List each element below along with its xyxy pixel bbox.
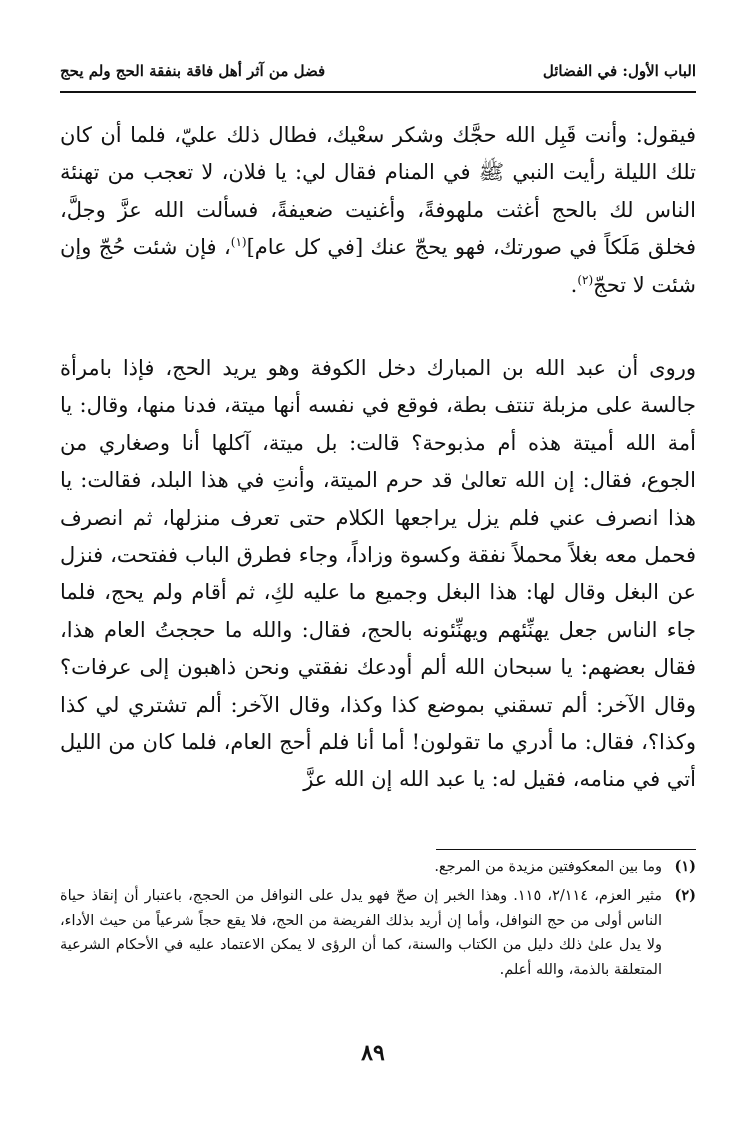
- footnote-ref-2: (٢): [577, 272, 594, 287]
- paragraph-1-end: .: [570, 272, 578, 297]
- paragraph-2: وروى أن عبد الله بن المبارك دخل الكوفة وهو يريد الحج، فإذا بامرأة جالسة على مزبلة تنتف بطة، فوقع في نفسه أنها ميتة، فدنا منها، وقال: يا أمة الله أميتة هذه أم مذبوحة؟ قالت: بل ميتة، آكلها أنا وصغاري من الجوع، فقال: إن الله تعالىٰ قد حرم الميتة، وأنتِ في هذا البلد، فقالت: يا هذا انصرف عني فلم يزل يراجعها الكلام حتى تعرف منزلها، ثم انصرف فحمل معه بغلاً محملاً نفقة وكسوة وزاداً، وجاء فطرق الباب ففتحت، فنزل عن البغل وقال لها: هذا البغل وجميع ما عليه لكِ، ثم أقام ولم يحج، فلما جاء الناس جعل يهنِّئهم ويهنِّئونه بالحج، فقال: والله ما حججتُ العام هذا، فقال بعضهم: يا سبحان الله ألم أودعك نفقتي ونحن ذاهبون إلى عرفات؟ وقال الآخر: ألم تسقني بموضع كذا وكذا، وقال الآخر: ألم تشتري لي كذا وكذا؟، فقال: ما أدري ما تقولون! أما أنا فلم أحج العام، فلما كان من الليل أتي في منامه، فقيل له: يا عبد الله إن الله عزَّ: [60, 356, 696, 792]
- footnote-number: (١): [674, 858, 696, 875]
- footnote-ref-1: (١): [230, 235, 247, 250]
- page-number: ٨٩: [361, 1040, 385, 1066]
- footnote-text: وما بين المعكوفتين مزيدة من المرجع.: [434, 859, 662, 875]
- paragraph-1-text: فيقول: وأنت قَبِل الله حجَّك وشكر سعْيك، فطال ذلك عليّ، فلما أن كان تلك الليلة رأيت النبي ﷺ في المنام فقال لي: يا فلان، لا تعجب من تهنئة الناس لك بالحج أغثت ملهوفةً، وأغنيت ضعيفةً، فسألت الله عزَّ وجلَّ، فخلق مَلَكاً في صورتك، فهو يحجّ عنك [في كل عام]: [60, 123, 696, 260]
- paragraph-1: [60, 117, 696, 304]
- footnote-2: [60, 884, 696, 982]
- footnote-text: مثير العزم، ٢/١١٤، ١١٥. وهذا الخبر إن صحّ فهو يدل على النوافل من الحجج، باعتبار أن إنقاذ حياة الناس أولى من حج النوافل، وأما إن أريد بذلك الفريضة من الحج، فلا يقع حجاً شرعياً من حيث الأداء، ولا يدل علىٰ ذلك دليل من الكتاب والسنة، كما أن الرؤى لا يمكن الاعتماد عليه في الأحكام الشرعية المتعلقة بالذمة، والله أعلم.: [60, 888, 662, 978]
- footnote-1: [60, 855, 696, 879]
- footnote-number: (٢): [674, 887, 696, 905]
- running-header: [60, 58, 696, 90]
- header-divider: [60, 91, 696, 93]
- chapter-title: الباب الأول: في الفضائل: [542, 62, 696, 80]
- footnotes: [60, 855, 696, 987]
- footnote-divider: [436, 849, 696, 850]
- paragraph-1-tail: ، فإن شئت حُجّ وإن شئت لا تحجّ: [60, 235, 696, 297]
- section-title: فضل من آثر أهل فاقة بنفقة الحج ولم يحج: [60, 62, 326, 80]
